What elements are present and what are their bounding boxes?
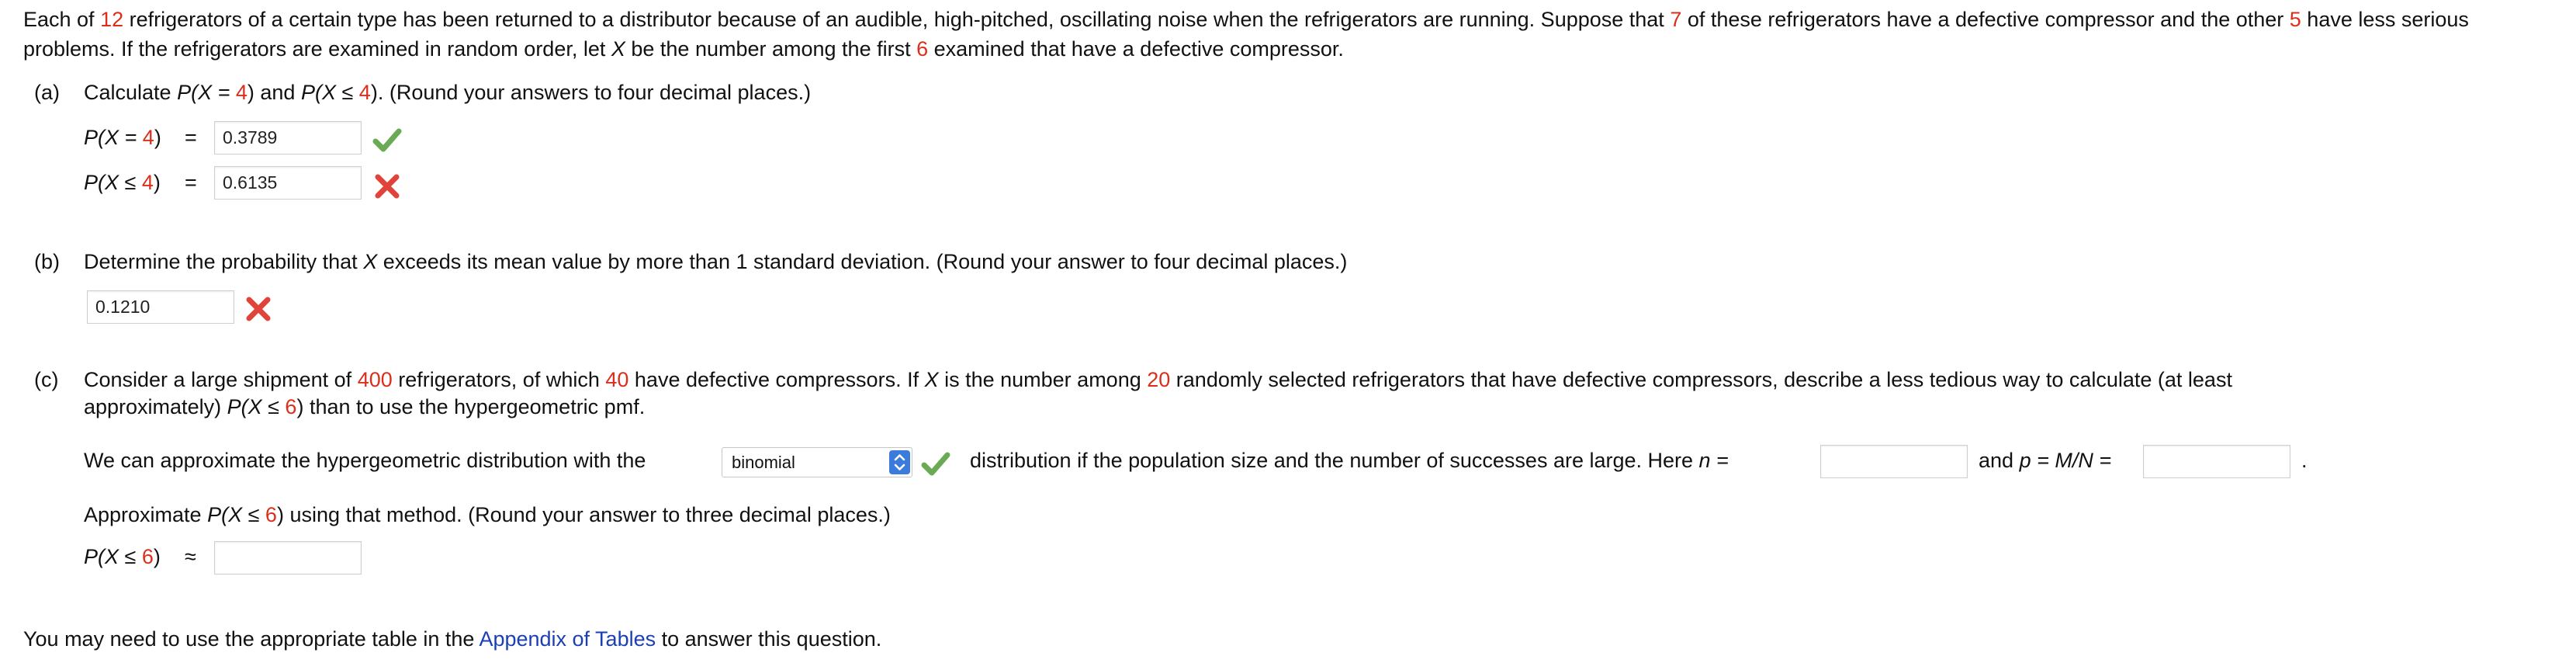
distribution-select[interactable] xyxy=(722,447,912,477)
p-label: and p = M/N = xyxy=(1979,449,2112,472)
intro-text: refrigerators of a certain type has been returned to a distributor because of an audible, high-pitched, oscillating noise when the refrigerators are running. Suppose that xyxy=(123,8,1671,31)
value-first: 6 xyxy=(916,37,929,61)
cross-icon xyxy=(372,171,403,202)
distribution-select-value: binomial xyxy=(732,453,795,472)
approx-prefix: We can approximate the hypergeometric distribution with the xyxy=(84,449,646,472)
select-arrows-icon xyxy=(889,450,910,474)
value-other: 5 xyxy=(2289,8,2301,31)
equals-sign: = xyxy=(185,171,197,194)
p-input[interactable] xyxy=(2143,445,2290,478)
p-x-le-6-label: P(X ≤ 6) xyxy=(84,545,161,568)
intro-text: be the number among the first xyxy=(625,37,917,61)
footer-note: You may need to use the appropriate table in the Appendix of Tables to answer this question. xyxy=(23,627,882,651)
intro-text: have less serious problems. If the refrigerators are examined in random order, let xyxy=(23,8,2469,61)
problem-statement xyxy=(23,5,2560,64)
p-x-eq-4-label: P(X = 4) xyxy=(84,126,161,149)
part-c-label: (c) xyxy=(34,368,59,391)
intro-text: of these refrigerators have a defective compressor and the other xyxy=(1681,8,2290,31)
value-defective: 7 xyxy=(1670,8,1682,31)
check-icon xyxy=(920,449,951,480)
p-x-le-4-label: P(X ≤ 4) xyxy=(84,171,161,194)
value-total: 12 xyxy=(100,8,124,31)
n-input[interactable] xyxy=(1820,445,1968,478)
part-c-question-line2: approximately) P(X ≤ 6) than to use the hypergeometric pmf. xyxy=(84,395,646,418)
part-c-question-line1: Consider a large shipment of 400 refrigerators, of which 40 have defective compressors. If X is the number among 20 randomly selected refrigerators that have defective compressors, describe a less tedious way to calculate (at least xyxy=(84,368,2232,391)
p-x-le-4-input[interactable]: 0.6135 xyxy=(214,166,362,200)
intro-text: examined that have a defective compressor. xyxy=(928,37,1344,61)
appendix-link[interactable]: Appendix of Tables xyxy=(479,627,656,651)
approx-sign: ≈ xyxy=(185,545,196,568)
p-x-le-6-input[interactable] xyxy=(214,541,362,575)
period: . xyxy=(2301,449,2308,472)
approx-suffix: distribution if the population size and the number of successes are large. Here n = xyxy=(970,449,1729,472)
check-icon xyxy=(372,125,403,156)
part-a-question: Calculate P(X = 4) and P(X ≤ 4). (Round your answers to four decimal places.) xyxy=(84,81,812,104)
cross-icon xyxy=(243,293,274,325)
part-b-label: (b) xyxy=(34,250,60,273)
approx-instruction: Approximate P(X ≤ 6) using that method. (Round your answer to three decimal places.) xyxy=(84,503,891,526)
part-b-input[interactable]: 0.1210 xyxy=(87,290,234,324)
part-b-question: Determine the probability that X exceeds its mean value by more than 1 standard deviation. (Round your answer to four decimal places.) xyxy=(84,250,1348,273)
equals-sign: = xyxy=(185,126,197,149)
part-a-label: (a) xyxy=(34,81,60,104)
p-x-eq-4-input[interactable]: 0.3789 xyxy=(214,121,362,154)
variable-x: X xyxy=(611,37,625,61)
intro-text: Each of xyxy=(23,8,101,31)
